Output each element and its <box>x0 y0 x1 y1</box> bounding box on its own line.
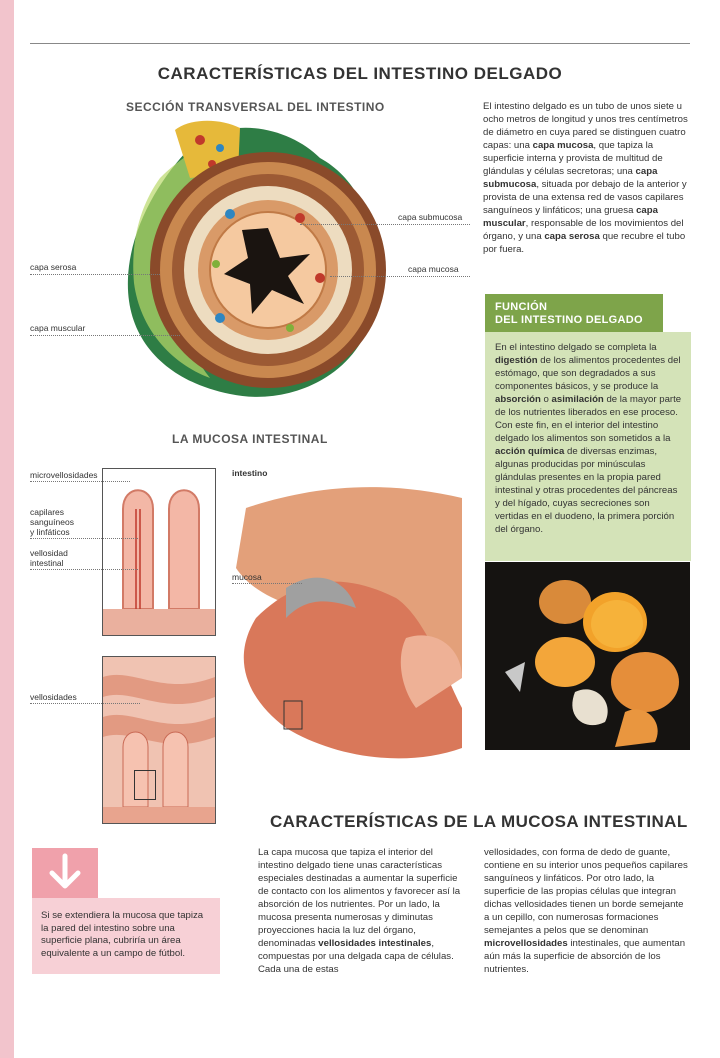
text-run: , compuestas por una delgada capa de células. Cada una de estas <box>258 938 454 975</box>
mucosa-text-col1 <box>258 846 462 976</box>
label-capa-submucosa: capa submucosa <box>398 212 463 222</box>
section-cross-title: SECCIÓN TRANSVERSAL DEL INTESTINO <box>126 100 385 114</box>
text-run: que recubre el tubo por fuera. <box>483 231 686 255</box>
bold-term: absorción <box>495 394 541 405</box>
text-run: En el intestino delgado se completa la <box>495 342 657 353</box>
eggs-photo <box>485 562 690 750</box>
villi-surface <box>102 656 216 824</box>
villi-closeup <box>102 468 216 636</box>
bold-term: digestión <box>495 355 538 366</box>
label-capa-muscular: capa muscular <box>30 323 86 333</box>
callout-arrow-box <box>32 848 98 898</box>
bold-term: vellosidades intestinales <box>318 938 432 949</box>
page-title: CARACTERÍSTICAS DEL INTESTINO DELGADO <box>157 64 563 83</box>
callout-box <box>32 898 220 974</box>
text-run: o <box>540 394 552 405</box>
text-run: La capa mucosa que tapiza el interior del intestino delgado tiene unas características especiales destinadas a aumentar la superficie de contacto con los alimentos y favorecer así la absorción de los nutrientes. Por un lado, la mucosa presenta numerosas y diminutas proyecciones hacia la luz del órgano, denominadas <box>258 847 461 949</box>
leader-line <box>30 538 138 539</box>
text-run: , situada por debajo de la anterior y provista de una extensa red de vasos capilares sanguíneos y linfáticos; una gruesa <box>483 179 687 216</box>
section-title-mucosa: CARACTERÍSTICAS DE LA MUCOSA INTESTINAL <box>270 812 688 831</box>
label-mucosa: mucosa <box>232 572 262 582</box>
text-run: vellosidades, con forma de dedo de guante, contiene en su interior unos pequeños capilares sanguíneos y linfáticos. Por otro lado, la superficie de las propias células que integran dichas vellosidades tienen un borde semejante a un cepillo, con numerosas formaciones semejantes a pelos que se denominan <box>484 847 688 936</box>
leader-line <box>330 276 470 277</box>
label-capilares-2: sanguíneos <box>30 517 74 527</box>
label-vellosidad-2: intestinal <box>30 558 64 568</box>
leader-line <box>30 703 140 704</box>
label-capa-serosa: capa serosa <box>30 262 77 272</box>
leader-line <box>30 481 130 482</box>
text-run: intestinales, que aumentan aún más la superficie de absorción de los nutrientes. <box>484 938 686 975</box>
bold-term: microvellosidades <box>484 938 568 949</box>
bold-term: asimilación <box>551 394 604 405</box>
bold-term: capa submucosa <box>483 166 658 190</box>
function-panel <box>485 332 691 561</box>
text-run: , que tapiza la superficie interna y provista de multitud de glándulas y células secretoras; una <box>483 140 663 177</box>
intro-paragraph <box>483 100 688 256</box>
label-microvellosidades: microvellosidades <box>30 470 98 480</box>
bold-term: capa mucosa <box>532 140 594 151</box>
callout-text: Si se extendiera la mucosa que tapiza la pared del intestino sobre una superficie plana, cubriría un área equivalente a un campo de fútbol. <box>41 910 204 959</box>
text-run: de la mayor parte de los nutrientes liberados en ese proceso. Con este fin, en el interior del intestino delgado los alimentos son sometidos a la <box>495 394 682 444</box>
cross-section-illustration <box>120 118 390 408</box>
leader-line <box>30 335 180 336</box>
leader-line <box>30 569 138 570</box>
label-capilares-3: y linfáticos <box>30 527 70 537</box>
page-edge-bar <box>0 0 14 1058</box>
text-run: de diversas enzimas, algunas producidas por minúsculas glándulas presentes en la propia pared intestinal y otras procedentes del páncreas y del hígado, cuyas secreciones son vertidas en el duodeno, la primera porción del órgano. <box>495 446 678 535</box>
label-vellosidad-1: vellosidad <box>30 548 68 558</box>
function-heading-line1: FUNCIÓN <box>495 301 548 313</box>
label-vellosidades: vellosidades <box>30 692 77 702</box>
label-capilares-1: capilares <box>30 507 65 517</box>
label-intestino: intestino <box>232 468 268 478</box>
zoom-frame <box>134 770 156 800</box>
label-capa-mucosa: capa mucosa <box>408 264 459 274</box>
function-heading <box>485 294 663 332</box>
function-heading-line2: DEL INTESTINO DELGADO <box>495 314 643 326</box>
section-mucosa-title: LA MUCOSA INTESTINAL <box>172 432 328 446</box>
leader-line <box>300 224 470 225</box>
text-run: , responsable de los movimientos del órgano, y una <box>483 218 684 242</box>
top-rule <box>30 43 690 44</box>
bold-term: capa muscular <box>483 205 658 229</box>
down-arrow-icon <box>32 848 98 898</box>
leader-line <box>232 583 302 584</box>
function-text <box>485 332 691 536</box>
mucosa-text-col2 <box>484 846 688 976</box>
text-run: de los alimentos procedentes del estómago, que son degradados a sus componentes básicos, y se produce la <box>495 355 681 392</box>
text-run: El intestino delgado es un tubo de unos siete u ocho metros de longitud y unos tres centímetros de diámetro en cuya pared se distinguen cuatro capas: una <box>483 101 688 151</box>
bold-term: acción química <box>495 446 565 457</box>
bold-term: capa serosa <box>544 231 600 242</box>
intestine-illustration <box>226 478 462 768</box>
leader-line <box>30 274 160 275</box>
